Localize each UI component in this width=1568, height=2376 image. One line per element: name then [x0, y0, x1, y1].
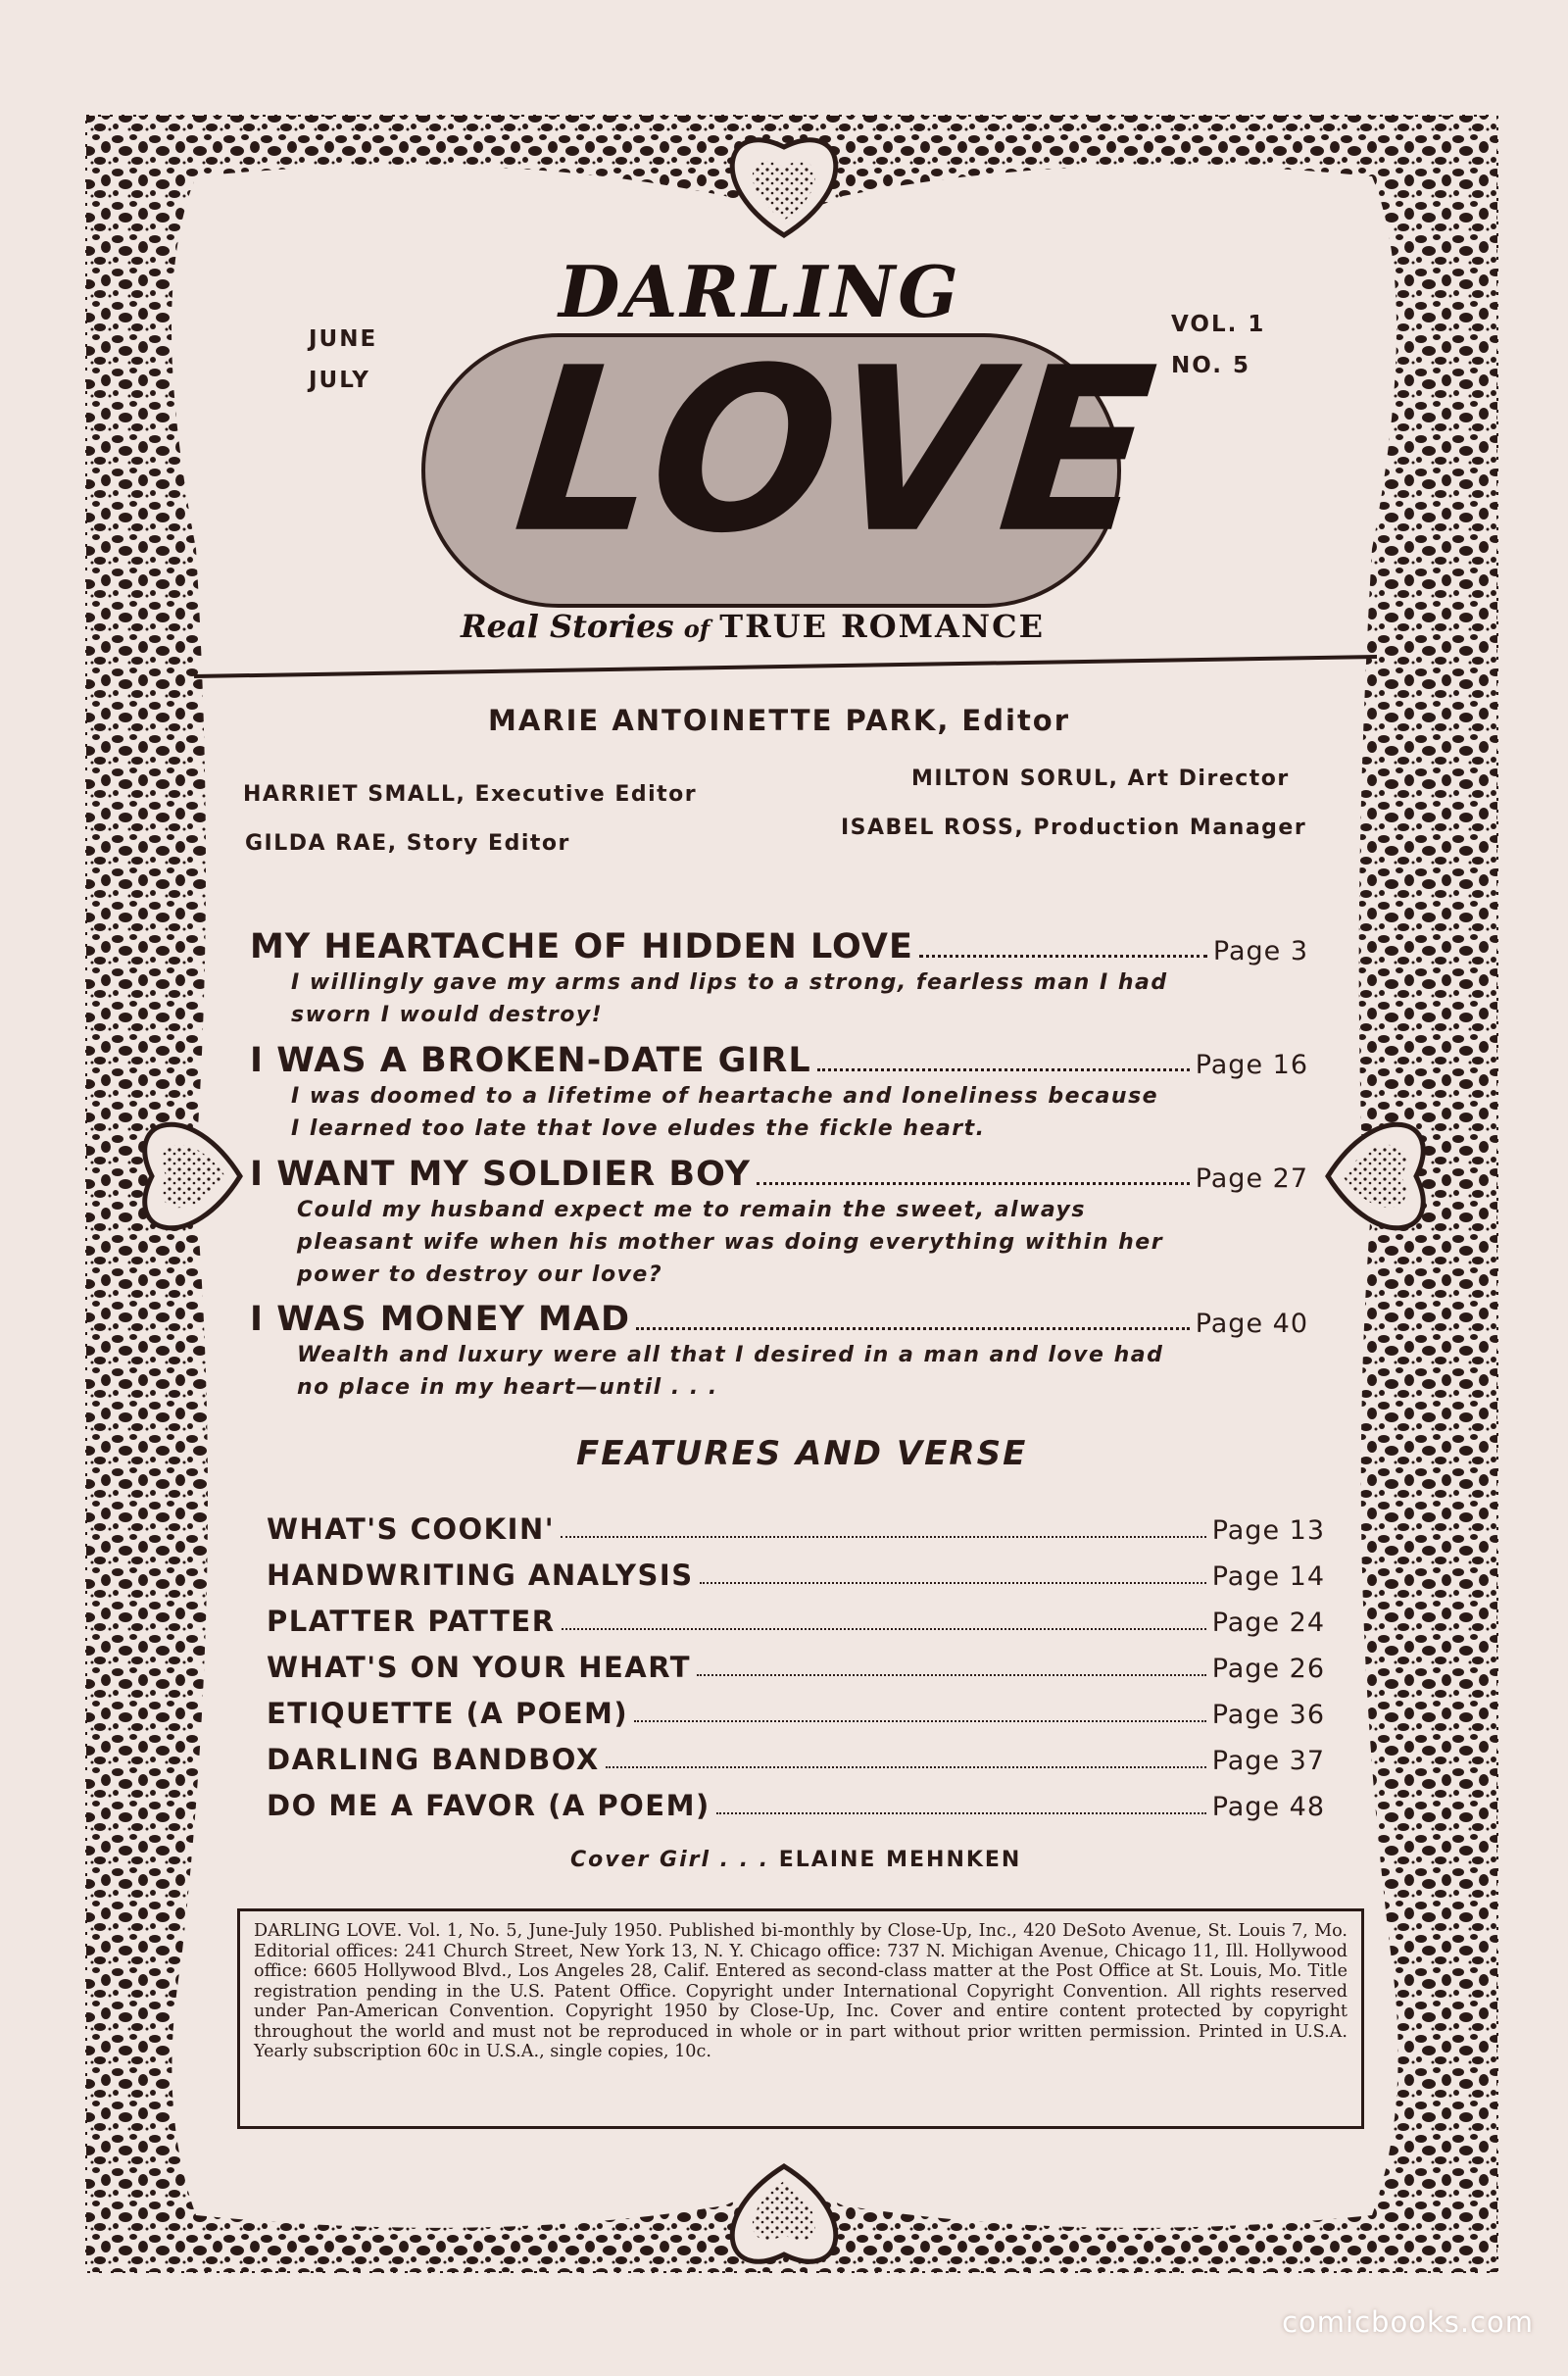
story-title: I WAS A BROKEN-DATE GIRL	[250, 1041, 811, 1080]
title-darling: DARLING	[559, 250, 961, 333]
story-page-ref: Page 27	[1195, 1163, 1308, 1194]
feature-item	[267, 1592, 1325, 1638]
leader-dots	[700, 1582, 1206, 1584]
cover-girl-credit	[570, 1848, 1021, 1872]
volume-number: VOL. 1	[1171, 312, 1266, 337]
story-description: I was doomed to a lifetime of heartache and loneliness because I learned too late that love eludes the fickle heart.	[291, 1084, 1159, 1141]
publication-notice-box: DARLING LOVE. Vol. 1, No. 5, June-July 1950. Published bi-monthly by Close-Up, Inc., 420 DeSoto Avenue, St. Louis 7, Mo. Editorial offices: 241 Church Street, New York 13, N. Y. Chicago office: 737 N. Michigan Avenue, Chicago 11, Ill. Hollywood office: 6605 Hollywood Blvd., Los Angeles 28, Calif. Entered as second-class matter at the Post Office at St. Louis, Mo. Title registration pending in the U.S. Patent Office. Copyright under International Copyright Convention. All rights reserved under Pan-American Convention. Copyright 1950 by Close-Up, Inc. Cover and entire content protected by copyright throughout the world and must not be reproduced in whole or in part without prior written permission. Printed in U.S.A. Yearly subscription 60c in U.S.A., single copies, 10c.	[237, 1908, 1364, 2129]
tagline-real-stories: Real Stories	[461, 608, 674, 645]
editor-credit: MARIE ANTOINETTE PARK, Editor	[488, 704, 1071, 737]
leader-dots	[562, 1628, 1206, 1630]
story-title: MY HEARTACHE OF HIDDEN LOVE	[250, 927, 913, 966]
feature-title: HANDWRITING ANALYSIS	[267, 1559, 694, 1592]
feature-title: WHAT'S COOKIN'	[267, 1512, 556, 1546]
title-love: LOVE	[505, 319, 1169, 583]
issue-month-june: JUNE	[309, 326, 378, 352]
leader-dots	[606, 1766, 1206, 1768]
leader-dots	[634, 1720, 1206, 1722]
story-page-ref: Page 16	[1195, 1050, 1308, 1080]
masthead-tagline	[461, 608, 1045, 645]
feature-item	[267, 1638, 1325, 1684]
feature-item	[267, 1546, 1325, 1592]
story-page-ref: Page 3	[1212, 936, 1308, 966]
story-entry-1	[250, 927, 1308, 1031]
story-page-ref: Page 40	[1195, 1309, 1308, 1339]
features-list	[267, 1500, 1325, 1822]
feature-title: DO ME A FAVOR (A POEM)	[267, 1789, 710, 1822]
issue-month-july: JULY	[309, 368, 370, 393]
cover-girl-label: Cover Girl . . .	[570, 1848, 770, 1872]
story-entry-2	[250, 1041, 1308, 1145]
cover-girl-name: ELAINE MEHNKEN	[778, 1848, 1022, 1872]
feature-page-ref: Page 24	[1211, 1608, 1325, 1638]
leader-dots	[716, 1812, 1206, 1814]
issue-number: NO. 5	[1171, 353, 1251, 378]
site-watermark: comicbooks.com	[1282, 2305, 1534, 2339]
feature-title: DARLING BANDBOX	[267, 1743, 600, 1776]
story-editor-credit: GILDA RAE, Story Editor	[245, 831, 570, 856]
feature-page-ref: Page 48	[1211, 1792, 1325, 1822]
story-title: I WAS MONEY MAD	[250, 1300, 631, 1339]
art-director-credit: MILTON SORUL, Art Director	[911, 767, 1290, 791]
feature-page-ref: Page 13	[1211, 1515, 1325, 1546]
issue-volume-right	[1171, 304, 1265, 386]
feature-page-ref: Page 36	[1211, 1700, 1325, 1730]
feature-title: ETIQUETTE (A POEM)	[267, 1697, 629, 1730]
story-entry-4	[250, 1300, 1308, 1404]
leader-dots	[817, 1068, 1190, 1071]
feature-page-ref: Page 26	[1211, 1654, 1325, 1684]
feature-item	[267, 1776, 1325, 1822]
feature-page-ref: Page 14	[1211, 1561, 1325, 1592]
feature-item	[267, 1684, 1325, 1730]
leader-dots	[561, 1536, 1206, 1538]
leader-dots	[757, 1182, 1190, 1185]
feature-page-ref: Page 37	[1211, 1746, 1325, 1776]
feature-item	[267, 1730, 1325, 1776]
feature-item	[267, 1500, 1325, 1546]
story-title: I WANT MY SOLDIER BOY	[250, 1155, 751, 1194]
feature-title: WHAT'S ON YOUR HEART	[267, 1651, 692, 1684]
leader-dots	[697, 1674, 1206, 1676]
feature-title: PLATTER PATTER	[267, 1605, 556, 1638]
issue-date-left	[309, 319, 377, 401]
executive-editor-credit: HARRIET SMALL, Executive Editor	[243, 782, 698, 807]
story-description: Could my husband expect me to remain the sweet, always pleasant wife when his mother was doing everything within her power to destroy our love?	[297, 1198, 1164, 1287]
tagline-of: of	[683, 615, 710, 643]
story-description: I willingly gave my arms and lips to a strong, fearless man I had sworn I would destroy!	[291, 970, 1168, 1027]
features-heading: FEATURES AND VERSE	[576, 1434, 1028, 1473]
leader-dots	[636, 1327, 1190, 1330]
leader-dots	[919, 955, 1207, 958]
tagline-true-romance: TRUE ROMANCE	[719, 608, 1045, 645]
story-entry-3	[250, 1155, 1308, 1291]
production-manager-credit: ISABEL ROSS, Production Manager	[841, 816, 1307, 840]
story-description: Wealth and luxury were all that I desired in a man and love had no place in my heart—until . . .	[297, 1343, 1164, 1400]
